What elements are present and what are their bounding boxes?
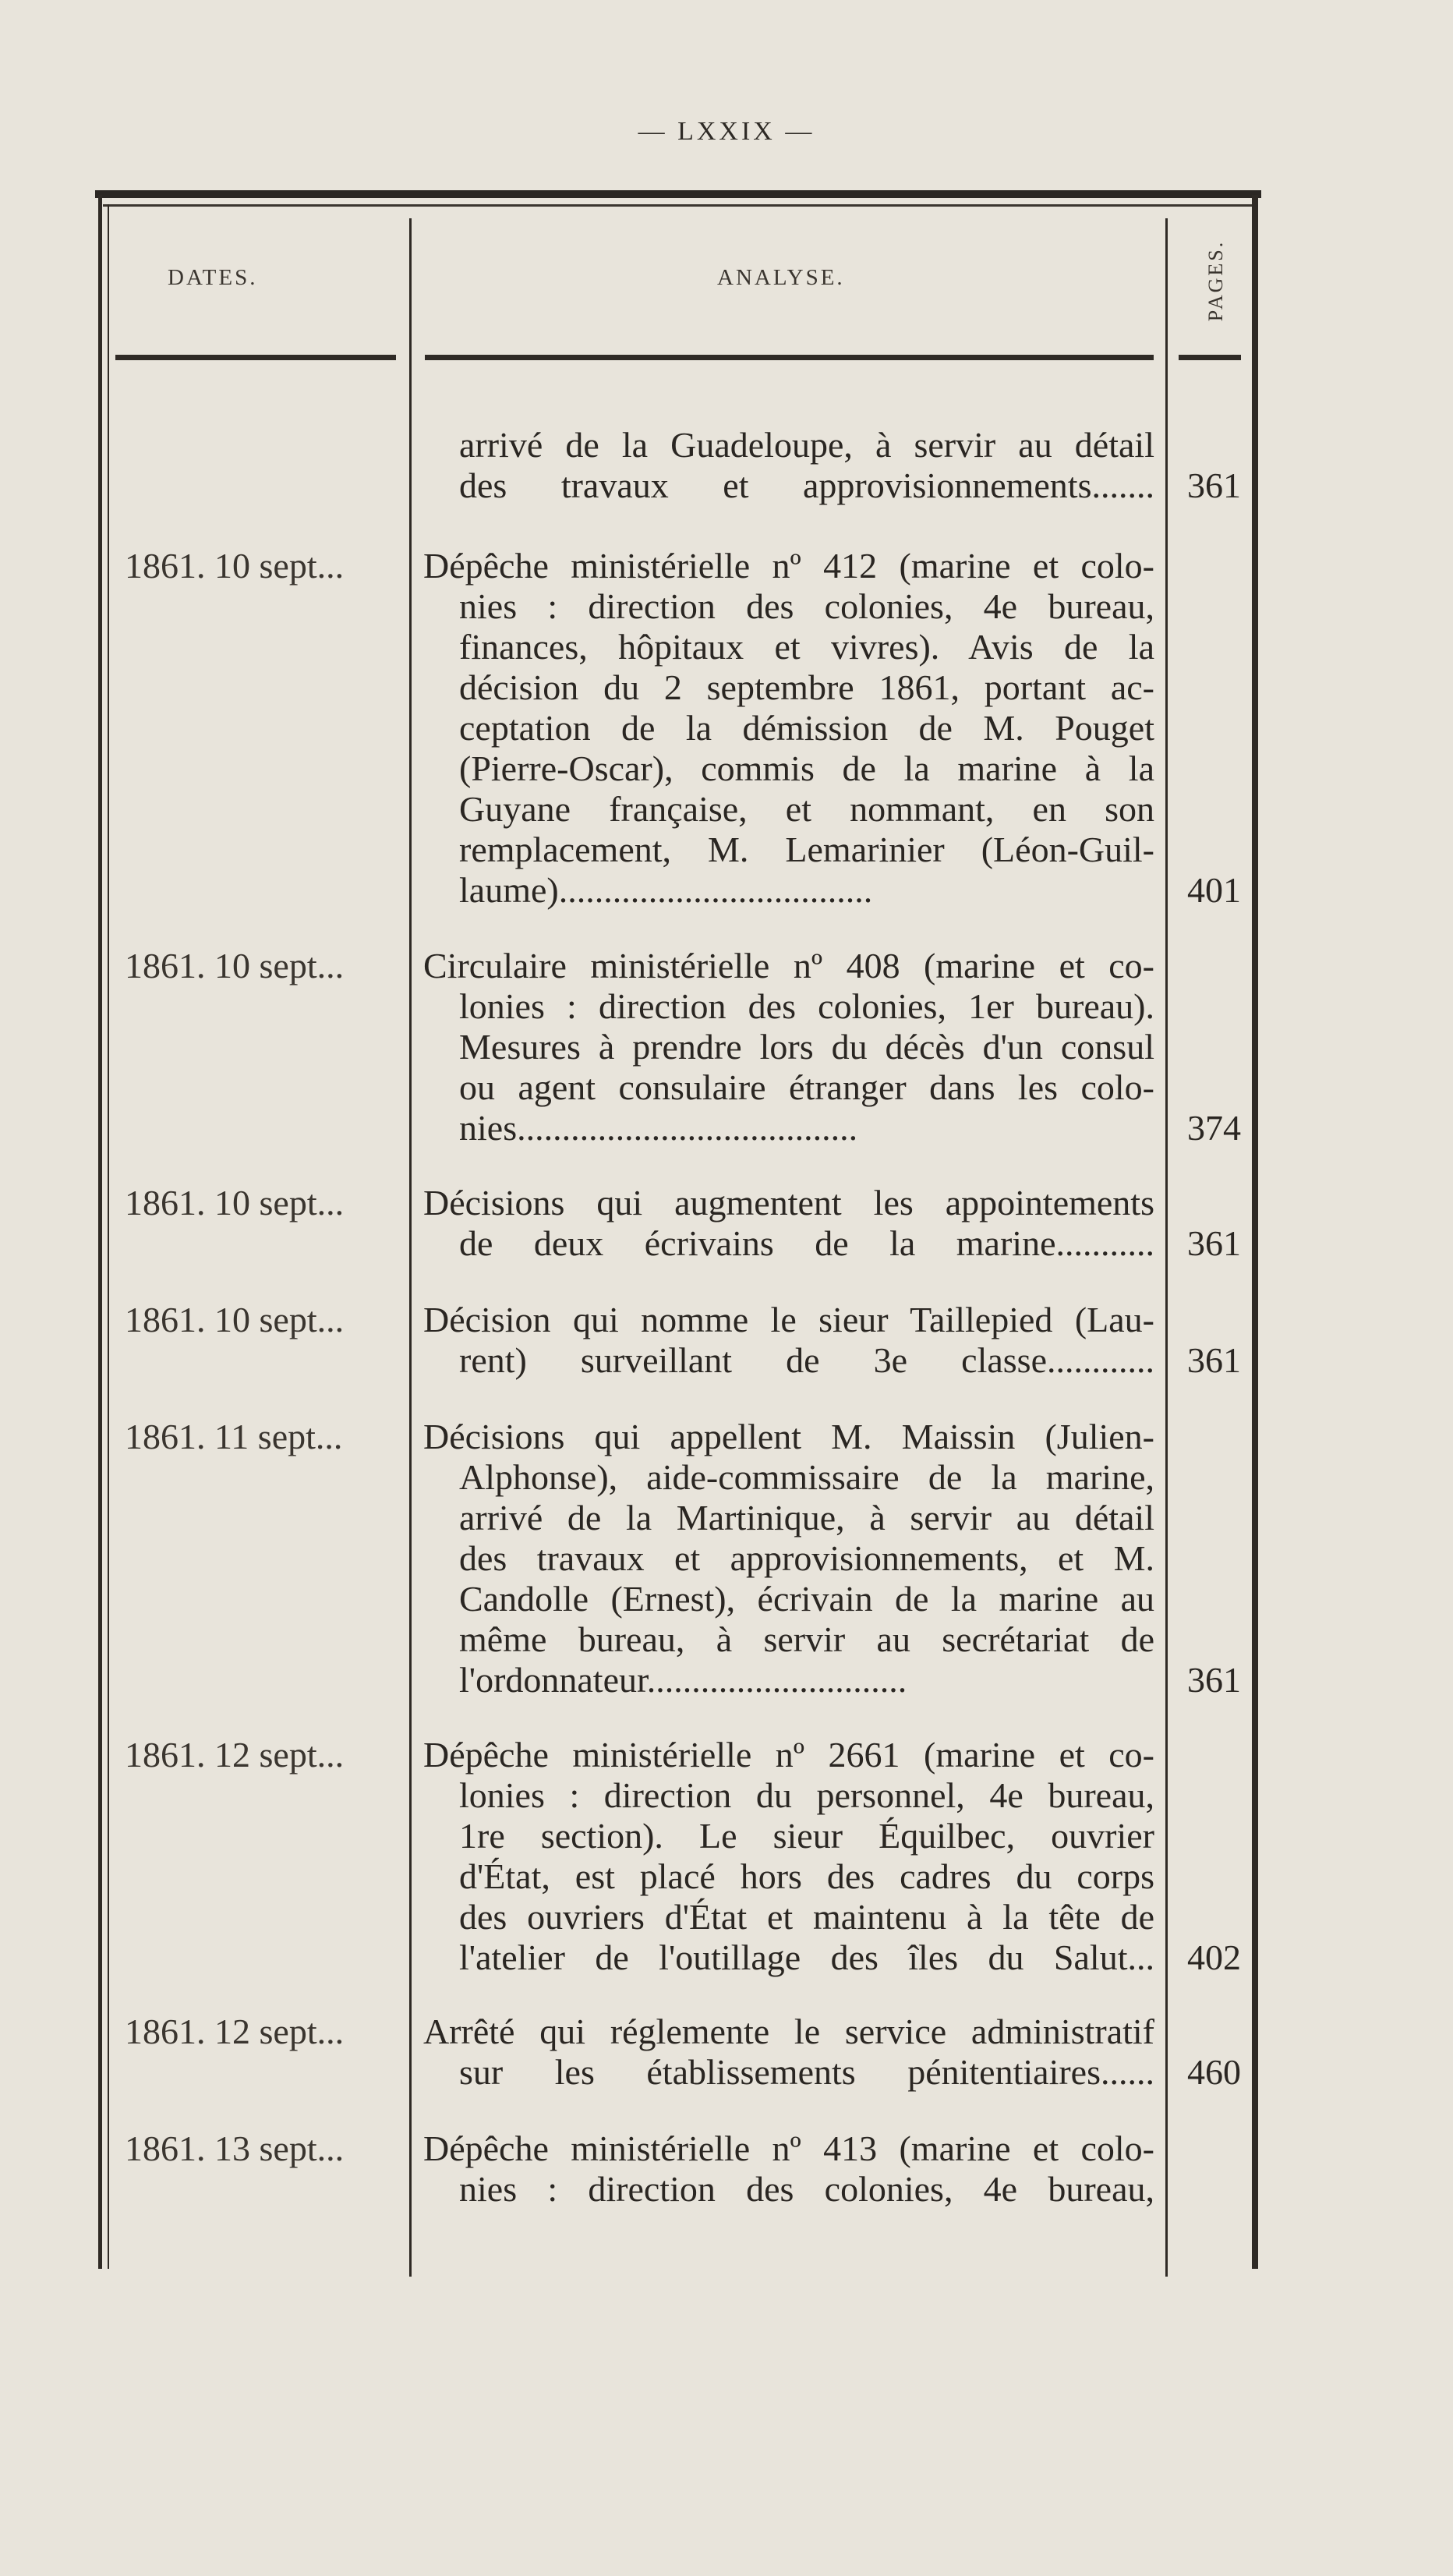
header-rule-analyse: [425, 355, 1154, 360]
header-pages: PAGES.: [1204, 239, 1227, 322]
entry-analysis: Décisions qui augmentent les appointements de deux écrivains de la marine...........: [423, 1183, 1154, 1263]
header-rule-pages: [1179, 355, 1241, 360]
frame-right-border: [1252, 195, 1258, 2269]
entry-page: 402: [1187, 1937, 1241, 1977]
entry-analysis: Dépêche ministérielle nº 2661 (marine et co- lonies : direction du personnel, 4e bureau, 1re section). Le sieur Équilbec, ouvrier d'État, est placé hors des cadres du corps des ouvriers d'État et maintenu à la tête de l'atelier de l'outillage des îles du Salut...: [423, 1735, 1154, 1977]
entry-page: 460: [1187, 2052, 1241, 2092]
entry-page: 361: [1187, 465, 1241, 505]
entry-date: 1861. 10 sept...: [125, 546, 345, 586]
entry-page: 401: [1187, 870, 1241, 910]
entry-analysis: Dépêche ministérielle nº 412 (marine et colo- nies : direction des colonies, 4e bureau, finances, hôpitaux et vivres). Avis de la décision du 2 septembre 1861, portant ac- ceptation de la démission de M. Pouget (Pierre-Oscar), commis de la marine à la Guyane française, et nommant, en son remplacement, M. Lemarinier (Léon-Guil- laume)...................................: [423, 546, 1154, 910]
entry-analysis: Circulaire ministérielle nº 408 (marine et co- lonies : direction des colonies, 1er bureau). Mesures à prendre lors du décès d'un consul ou agent consulaire étranger dans les colo- nies......................................: [423, 946, 1154, 1148]
entry-page: 374: [1187, 1108, 1241, 1148]
entry-analysis: Dépêche ministérielle nº 413 (marine et colo- nies : direction des colonies, 4e bureau,: [423, 2128, 1154, 2209]
column-divider-pages: [1165, 218, 1168, 2277]
frame-top-rule: [95, 190, 1261, 198]
header-rule-dates: [115, 355, 396, 360]
entry-analysis: arrivé de la Guadeloupe, à servir au détail des travaux et approvisionnements.......: [459, 425, 1154, 505]
entry-page: 361: [1187, 1223, 1241, 1263]
entry-date: 1861. 13 sept...: [125, 2128, 345, 2168]
entry-date: 1861. 11 sept...: [125, 1417, 343, 1456]
header-analyse: ANALYSE.: [717, 265, 845, 290]
entry-date: 1861. 10 sept...: [125, 1183, 345, 1223]
page-number: — LXXIX —: [638, 117, 815, 146]
frame-top-rule-thin: [103, 204, 1253, 207]
entry-analysis: Arrêté qui réglemente le service administratif sur les établissements pénitentiaires......: [423, 2012, 1154, 2092]
header-dates: DATES.: [168, 265, 258, 290]
frame-left-border-inner: [108, 204, 109, 2269]
entry-date: 1861. 12 sept...: [125, 1735, 345, 1775]
frame-left-border: [98, 195, 102, 2269]
entry-analysis: Décision qui nomme le sieur Taillepied (Lau- rent) surveillant de 3e classe............: [423, 1300, 1154, 1380]
entry-date: 1861. 12 sept...: [125, 2012, 345, 2051]
entry-date: 1861. 10 sept...: [125, 1300, 345, 1339]
entry-analysis: Décisions qui appellent M. Maissin (Julien- Alphonse), aide-commissaire de la marine, arrivé de la Martinique, à servir au détail des travaux et approvisionnements, et M. Candolle (Ernest), écrivain de la marine au même bureau, à servir au secrétariat de l'ordonnateur.............................: [423, 1417, 1154, 1700]
entry-date: 1861. 10 sept...: [125, 946, 345, 985]
entry-page: 361: [1187, 1340, 1241, 1380]
entry-page: 361: [1187, 1660, 1241, 1700]
column-divider-dates: [409, 218, 412, 2277]
